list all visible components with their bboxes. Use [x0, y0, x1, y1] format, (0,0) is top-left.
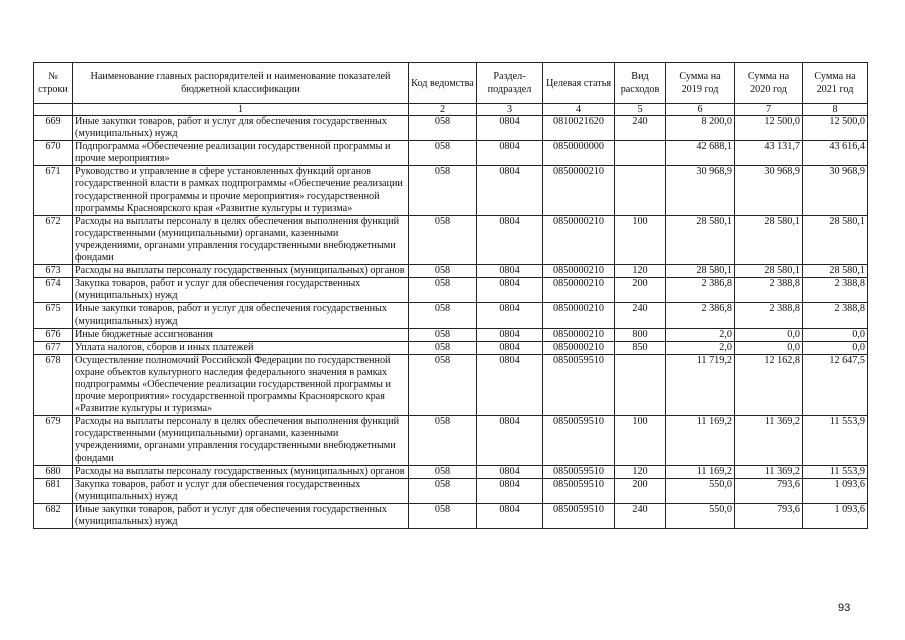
sum-2019: 11 719,2	[666, 354, 735, 415]
target-code: 0850000210	[543, 341, 615, 354]
sum-2020: 28 580,1	[735, 215, 803, 264]
row-name: Закупка товаров, работ и услуг для обеспечения государственных (муниципальных) нужд	[73, 478, 409, 503]
row-name: Расходы на выплаты персоналу государственных (муниципальных) органов	[73, 465, 409, 478]
sum-2021: 1 093,6	[803, 503, 868, 528]
table-row	[34, 215, 868, 264]
section-code: 0804	[477, 354, 543, 415]
header-sum-2019: Сумма на 2019 год	[666, 63, 735, 104]
target-code: 0850000000	[543, 141, 615, 166]
expense-type: 200	[615, 478, 666, 503]
column-number: 4	[543, 104, 615, 116]
row-number: 677	[34, 341, 73, 354]
expense-type: 240	[615, 116, 666, 141]
expense-type: 850	[615, 341, 666, 354]
sum-2020: 0,0	[735, 328, 803, 341]
dept-code: 058	[409, 328, 477, 341]
header-section: Раздел-подраздел	[477, 63, 543, 104]
sum-2019: 28 580,1	[666, 215, 735, 264]
sum-2019: 2 386,8	[666, 278, 735, 303]
expense-type	[615, 141, 666, 166]
table-row	[34, 328, 868, 341]
sum-2021: 11 553,9	[803, 465, 868, 478]
dept-code: 058	[409, 354, 477, 415]
dept-code: 058	[409, 478, 477, 503]
table-row	[34, 416, 868, 465]
sum-2020: 11 369,2	[735, 416, 803, 465]
expense-type	[615, 354, 666, 415]
target-code: 0850059510	[543, 465, 615, 478]
target-code: 0850059510	[543, 416, 615, 465]
section-code: 0804	[477, 341, 543, 354]
target-code: 0850000210	[543, 166, 615, 215]
sum-2019: 2 386,8	[666, 303, 735, 328]
sum-2019: 42 688,1	[666, 141, 735, 166]
expense-type: 240	[615, 303, 666, 328]
table-row	[34, 503, 868, 528]
sum-2020: 12 500,0	[735, 116, 803, 141]
row-name: Руководство и управление в сфере установленных функций органов государственной власти в рамках подпрограммы «Обеспечение реализации государственной программы и прочие мероприятия» государственной программы Красноярского края «Развитие культуры и туризма»	[73, 166, 409, 215]
sum-2019: 8 200,0	[666, 116, 735, 141]
column-number: 7	[735, 104, 803, 116]
table-row	[34, 278, 868, 303]
target-code: 0850059510	[543, 478, 615, 503]
row-number: 678	[34, 354, 73, 415]
section-code: 0804	[477, 141, 543, 166]
section-code: 0804	[477, 328, 543, 341]
target-code: 0810021620	[543, 116, 615, 141]
table-row	[34, 465, 868, 478]
column-number: 2	[409, 104, 477, 116]
row-name: Иные закупки товаров, работ и услуг для обеспечения государственных (муниципальных) нужд	[73, 116, 409, 141]
row-name: Расходы на выплаты персоналу в целях обеспечения выполнения функций государственными (муниципальными) органами, казенными учреждениями, органами управления государственными внебюджетными фондами	[73, 416, 409, 465]
dept-code: 058	[409, 141, 477, 166]
sum-2021: 12 500,0	[803, 116, 868, 141]
expense-type: 240	[615, 503, 666, 528]
header-exp-type: Вид расходов	[615, 63, 666, 104]
sum-2019: 2,0	[666, 328, 735, 341]
sum-2020: 30 968,9	[735, 166, 803, 215]
dept-code: 058	[409, 215, 477, 264]
section-code: 0804	[477, 265, 543, 278]
target-code: 0850000210	[543, 265, 615, 278]
sum-2019: 550,0	[666, 503, 735, 528]
section-code: 0804	[477, 116, 543, 141]
sum-2021: 2 388,8	[803, 278, 868, 303]
dept-code: 058	[409, 503, 477, 528]
table-row	[34, 354, 868, 415]
row-number: 669	[34, 116, 73, 141]
header-row-no: № строки	[34, 63, 73, 104]
row-number: 675	[34, 303, 73, 328]
sum-2020: 0,0	[735, 341, 803, 354]
row-number: 672	[34, 215, 73, 264]
row-name: Подпрограмма «Обеспечение реализации государственной программы и прочие мероприятия»	[73, 141, 409, 166]
sum-2021: 1 093,6	[803, 478, 868, 503]
header-dept-code: Код ведомства	[409, 63, 477, 104]
table-row	[34, 303, 868, 328]
row-number: 670	[34, 141, 73, 166]
sum-2020: 2 388,8	[735, 303, 803, 328]
section-code: 0804	[477, 416, 543, 465]
sum-2021: 12 647,5	[803, 354, 868, 415]
budget-table	[33, 62, 868, 529]
table-row	[34, 141, 868, 166]
row-name: Расходы на выплаты персоналу в целях обеспечения выполнения функций государственными (муниципальными) органами, казенными учреждениями, органами управления государственными внебюджетными фондами	[73, 215, 409, 264]
sum-2020: 2 388,8	[735, 278, 803, 303]
header-name: Наименование главных распорядителей и наименование показателей бюджетной классификации	[73, 63, 409, 104]
row-name: Расходы на выплаты персоналу государственных (муниципальных) органов	[73, 265, 409, 278]
sum-2020: 793,6	[735, 503, 803, 528]
sum-2021: 43 616,4	[803, 141, 868, 166]
sum-2021: 2 388,8	[803, 303, 868, 328]
dept-code: 058	[409, 166, 477, 215]
row-number: 676	[34, 328, 73, 341]
row-number: 679	[34, 416, 73, 465]
sum-2019: 2,0	[666, 341, 735, 354]
row-number: 673	[34, 265, 73, 278]
row-name: Иные бюджетные ассигнования	[73, 328, 409, 341]
row-name: Иные закупки товаров, работ и услуг для обеспечения государственных (муниципальных) нужд	[73, 503, 409, 528]
column-number: 6	[666, 104, 735, 116]
expense-type: 100	[615, 215, 666, 264]
sum-2020: 28 580,1	[735, 265, 803, 278]
target-code: 0850000210	[543, 215, 615, 264]
sum-2020: 43 131,7	[735, 141, 803, 166]
target-code: 0850059510	[543, 354, 615, 415]
row-name: Уплата налогов, сборов и иных платежей	[73, 341, 409, 354]
target-code: 0850000210	[543, 328, 615, 341]
expense-type	[615, 166, 666, 215]
table-body	[34, 116, 868, 529]
sum-2019: 30 968,9	[666, 166, 735, 215]
row-name: Осуществление полномочий Российской Федерации по государственной охране объектов культурного наследия федерального значения в рамках подпрограммы «Обеспечение реализации государственной программы и прочие мероприятия» государственной программы Красноярского края «Развитие культуры и туризма»	[73, 354, 409, 415]
header-row	[34, 63, 868, 104]
table-row	[34, 478, 868, 503]
row-number: 674	[34, 278, 73, 303]
row-number: 680	[34, 465, 73, 478]
column-number: 1	[73, 104, 409, 116]
expense-type: 120	[615, 265, 666, 278]
sum-2021: 30 968,9	[803, 166, 868, 215]
section-code: 0804	[477, 465, 543, 478]
sum-2019: 11 169,2	[666, 416, 735, 465]
dept-code: 058	[409, 116, 477, 141]
section-code: 0804	[477, 278, 543, 303]
sum-2020: 11 369,2	[735, 465, 803, 478]
dept-code: 058	[409, 278, 477, 303]
row-name: Иные закупки товаров, работ и услуг для обеспечения государственных (муниципальных) нужд	[73, 303, 409, 328]
column-numbers-row	[34, 104, 868, 116]
sum-2021: 28 580,1	[803, 215, 868, 264]
table-row	[34, 166, 868, 215]
header-target: Целевая статья	[543, 63, 615, 104]
dept-code: 058	[409, 416, 477, 465]
section-code: 0804	[477, 303, 543, 328]
sum-2021: 28 580,1	[803, 265, 868, 278]
table-row	[34, 116, 868, 141]
target-code: 0850000210	[543, 303, 615, 328]
sum-2020: 793,6	[735, 478, 803, 503]
section-code: 0804	[477, 503, 543, 528]
sum-2019: 11 169,2	[666, 465, 735, 478]
column-number	[34, 104, 73, 116]
expense-type: 100	[615, 416, 666, 465]
row-number: 681	[34, 478, 73, 503]
sum-2021: 11 553,9	[803, 416, 868, 465]
column-number: 3	[477, 104, 543, 116]
dept-code: 058	[409, 341, 477, 354]
sum-2021: 0,0	[803, 328, 868, 341]
sum-2019: 550,0	[666, 478, 735, 503]
section-code: 0804	[477, 478, 543, 503]
sum-2021: 0,0	[803, 341, 868, 354]
section-code: 0804	[477, 215, 543, 264]
column-number: 5	[615, 104, 666, 116]
column-number: 8	[803, 104, 868, 116]
expense-type: 200	[615, 278, 666, 303]
table-row	[34, 265, 868, 278]
dept-code: 058	[409, 465, 477, 478]
table-row	[34, 341, 868, 354]
header-sum-2021: Сумма на 2021 год	[803, 63, 868, 104]
dept-code: 058	[409, 303, 477, 328]
sum-2020: 12 162,8	[735, 354, 803, 415]
row-number: 671	[34, 166, 73, 215]
expense-type: 120	[615, 465, 666, 478]
dept-code: 058	[409, 265, 477, 278]
row-number: 682	[34, 503, 73, 528]
target-code: 0850059510	[543, 503, 615, 528]
target-code: 0850000210	[543, 278, 615, 303]
section-code: 0804	[477, 166, 543, 215]
expense-type: 800	[615, 328, 666, 341]
header-sum-2020: Сумма на 2020 год	[735, 63, 803, 104]
sum-2019: 28 580,1	[666, 265, 735, 278]
page-number: 93	[838, 602, 851, 614]
row-name: Закупка товаров, работ и услуг для обеспечения государственных (муниципальных) нужд	[73, 278, 409, 303]
